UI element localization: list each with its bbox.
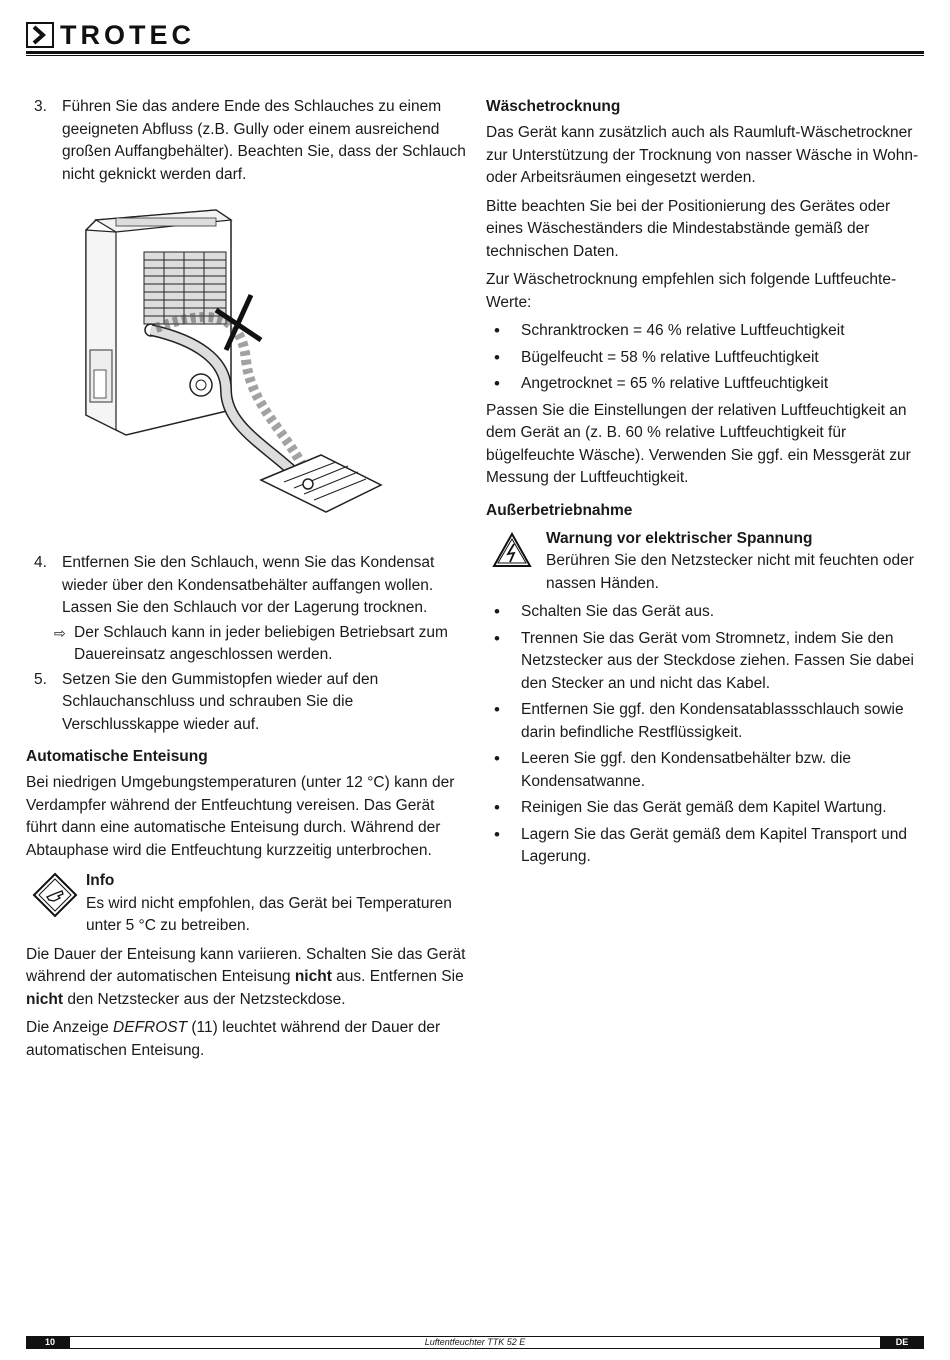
defrost-paragraph: Bei niedrigen Umgebungstemperaturen (unter 12 °C) kann der Verdampfer während der Entfeuchtung vereisen. Das Gerät führt dann eine automatische Enteisung durch. Während der Abtauphase wird die Entfeuchtung kurzzeitig unterbrochen. [26,774,455,859]
page-header [26,18,924,54]
warning-notice [486,528,926,596]
header-rule-thin [26,55,924,56]
result-text: Der Schlauch kann in jeder beliebigen Betriebsart zum Dauereinsatz angeschlossen werden. [74,623,448,663]
list-item: • Reinigen Sie das Gerät gemäß dem Kapitel Wartung. [486,797,926,820]
right-column [486,96,926,873]
left-column [26,96,466,1068]
info-text: Es wird nicht empfohlen, das Gerät bei Temperaturen unter 5 °C zu betreiben. [86,894,452,934]
list-item: • Lagern Sie das Gerät gemäß dem Kapitel Transport und Lagerung. [486,824,926,869]
info-notice [26,870,466,938]
step-number: 5. [34,670,47,688]
footer-product-name: Luftentfeuchter TTK 52 E [70,1336,880,1349]
defrost-heading: Automatische Enteisung [26,748,208,765]
step-number: 4. [34,554,47,571]
trotec-logo-icon [26,22,54,48]
laundry-heading: Wäschetrocknung [486,98,621,115]
brand-name: TROTEC [60,20,195,50]
list-item: • Schalten Sie das Gerät aus. [486,601,926,624]
step-text: Setzen Sie den Gummistopfen wieder auf den Schlauchanschluss und schrauben Sie die Verschlusskappe wieder auf. [62,670,379,733]
defrost-display-label: DEFROST [113,1019,188,1036]
footer-language: DE [895,1337,909,1347]
step-4 [26,552,466,620]
electric-warning-triangle-icon [492,532,532,568]
laundry-paragraph-1: Das Gerät kann zusätzlich auch als Raumluft-Wäschetrockner zur Unterstützung der Trocknung von nasser Wäsche in Wohn- oder Arbeitsräumen eingesetzt werden. [486,124,919,186]
laundry-paragraph-3: Zur Wäschetrocknung empfehlen sich folgende Luftfeuchte-Werte: [486,271,897,311]
list-item: • Bügelfeucht = 58 % relative Luftfeuchtigkeit [486,347,926,370]
info-hand-icon [32,872,78,918]
result-arrow-icon: ⇨ [54,624,66,641]
humidity-values-list [486,320,926,396]
dehumidifier-hose-illustration [56,200,396,540]
laundry-paragraph-4: Passen Sie die Einstellungen der relativen Luftfeuchtigkeit an dem Gerät an (z. B. 60 % relative Luftfeuchtigkeit für bügelfeuchte Wäsche). Verwenden Sie ggf. ein Messgerät zur Messung der Luftfeuchtigkeit. [486,401,911,486]
shutdown-steps-list [486,601,926,869]
warning-text: Berühren Sie den Netzstecker nicht mit feuchten oder nassen Händen. [546,552,914,592]
list-item: • Trennen Sie das Gerät vom Stromnetz, indem Sie den Netzstecker aus der Steckdose ziehen. Fassen Sie dabei den Stecker an und nicht das Kabel. [486,628,926,696]
page-number: 10 [44,1337,55,1347]
info-title: Info [86,872,115,889]
list-item: • Schranktrocken = 46 % relative Luftfeuchtigkeit [486,320,926,343]
list-item: • Leeren Sie ggf. den Kondensatbehälter bzw. die Kondensatwanne. [486,748,926,793]
list-item: • Angetrocknet = 65 % relative Luftfeuchtigkeit [486,373,926,396]
step-number: 3. [34,98,47,115]
warning-title: Warnung vor elektrischer Spannung [546,529,813,547]
list-item: • Entfernen Sie ggf. den Kondensatablassschlauch sowie darin befindliche Restflüssigkeit. [486,699,926,744]
shutdown-heading: Außerbetriebnahme [486,501,633,519]
header-rule [26,51,924,54]
step-3 [26,96,466,186]
step-4-result [26,622,466,667]
step-5 [26,669,466,737]
laundry-paragraph-2: Bitte beachten Sie bei der Positionierung des Gerätes oder eines Wäscheständers die Mindestabstände gemäß der technischen Daten. [486,197,891,260]
defrost-duration-paragraph: Die Dauer der Enteisung kann variieren. Schalten Sie das Gerät während der automatischen Enteisung nicht aus. Entfernen Sie nicht den Netzstecker aus der Netzsteckdose. [26,945,466,1008]
step-text: Entfernen Sie den Schlauch, wenn Sie das Kondensat wieder über den Kondensatbehälter auffangen wollen. Lassen Sie den Schlauch vor der Lagerung trocknen. [62,554,435,616]
defrost-display-paragraph: Die Anzeige DEFROST (11) leuchtet während der Dauer der automatischen Enteisung. [26,1019,441,1059]
step-text: Führen Sie das andere Ende des Schlauches zu einem geeigneten Abfluss (z.B. Gully oder einem ausreichend großen Auffangbehälter). Beachten Sie, dass der Schlauch nicht geknickt werden darf. [62,98,466,183]
